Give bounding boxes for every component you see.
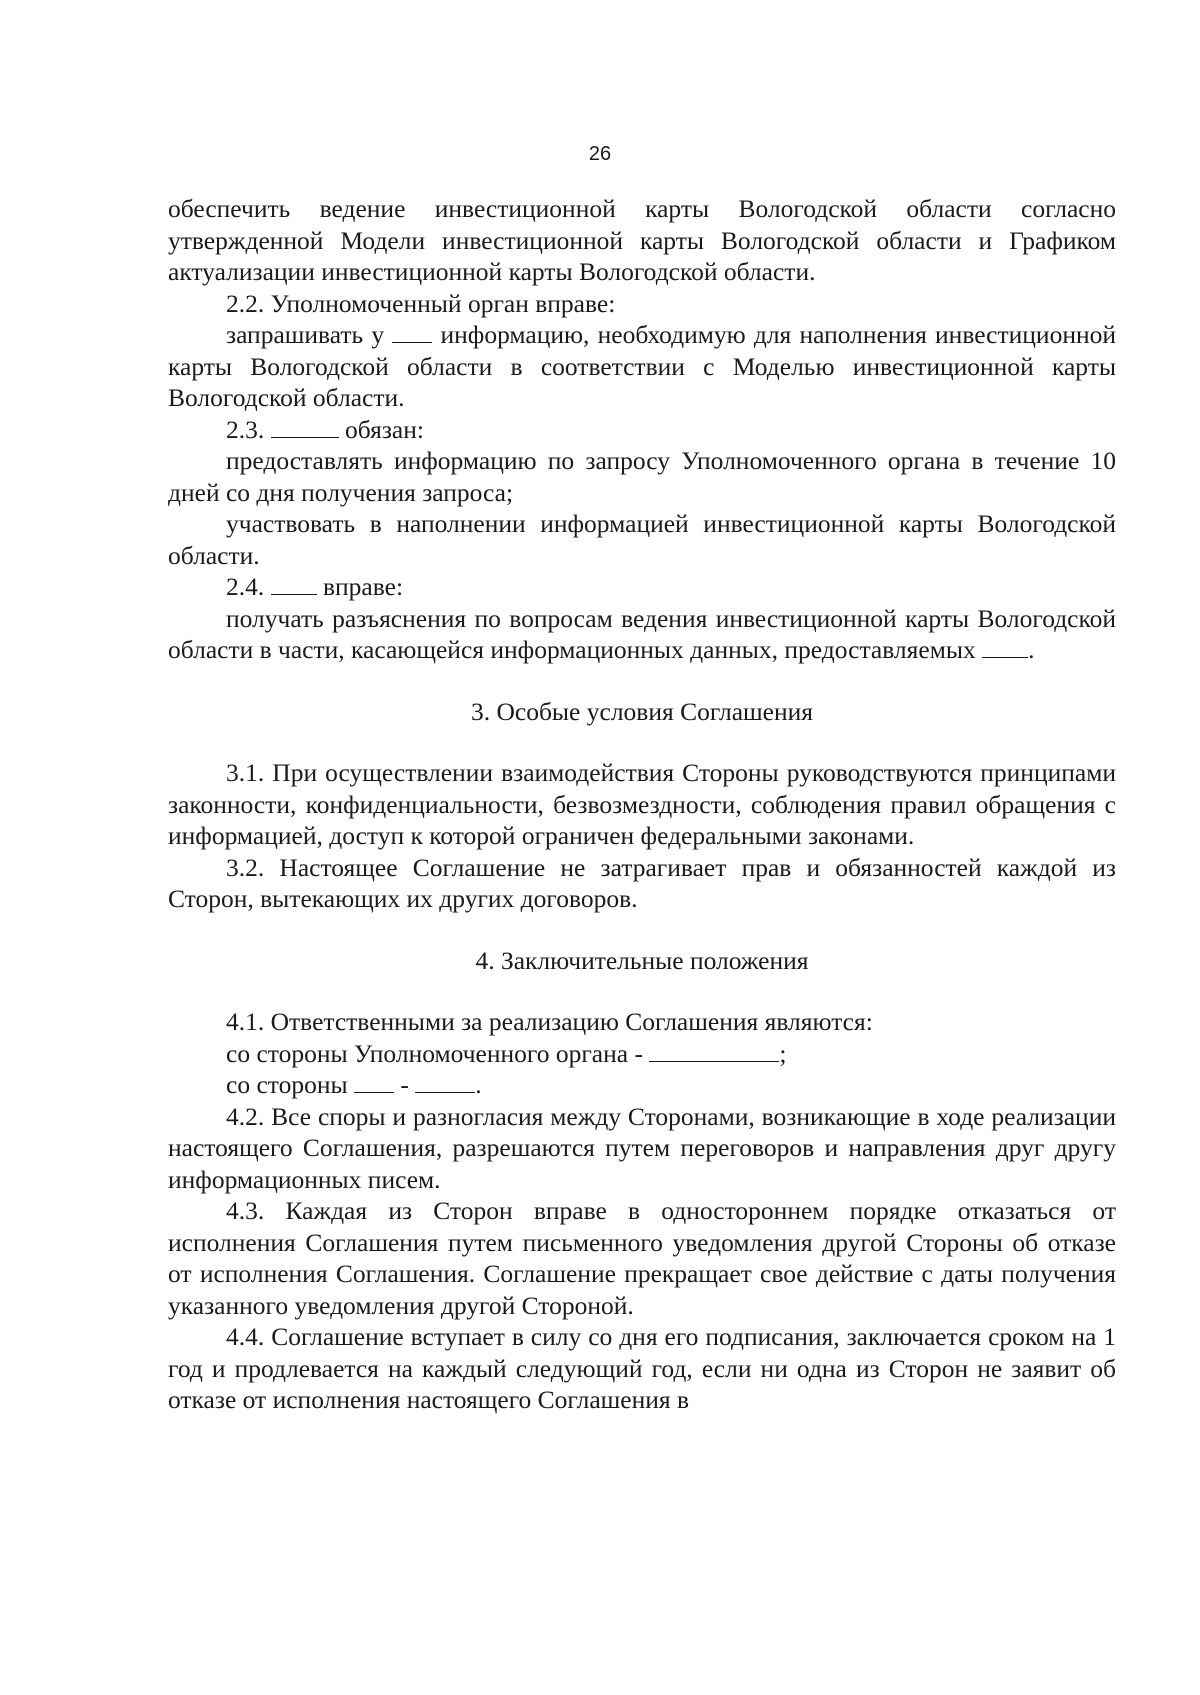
paragraph-2-4-title — [168, 571, 1116, 603]
paragraph-2-4-label: вправе: — [323, 572, 404, 601]
paragraph-2-4-number: 2.4. — [226, 572, 265, 601]
responsible-authorized-body — [168, 1038, 1116, 1070]
paragraph-2-3-title — [168, 414, 1116, 446]
paragraph-2-3-label: обязан: — [345, 414, 424, 444]
document-body — [168, 193, 1116, 1416]
paragraph-3-1: 3.1. При осуществлении взаимодействия Стороны руководствуются принципами законности, конфиденциальности, безвозмездности, соблюдения правил обращения с информацией, доступ к которой ограничен федеральными законами. — [168, 758, 1116, 850]
paragraph-2-3-number: 2.3. — [226, 414, 265, 444]
paragraph-4-4: 4.4. Соглашение вступает в силу со дня его подписания, заключается сроком на 1 год и продлевается на каждый следующий год, если ни одна из Сторон не заявит об отказе от исполнения настоящего Соглашения в — [168, 1322, 1116, 1414]
responsible-2-dash: - — [400, 1070, 409, 1099]
paragraph-2-1-continuation: обеспечить ведение инвестиционной карты Вологодской области согласно утвержденной Модели инвестиционной карты Вологодской области и Графиком актуализации инвестиционной карты Вологодской области. — [168, 194, 1116, 286]
blank-field — [271, 572, 317, 595]
responsible-1-label: со стороны Уполномоченного органа - — [226, 1038, 643, 1068]
paragraph-2-4-text-a: получать разъяснения по вопросам ведения инвестиционной карты Вологодской области в части, касающейся информационных данных, предоставляемых — [168, 603, 1116, 664]
paragraph-2-2-text — [168, 319, 1116, 414]
paragraph-4-3: 4.3. Каждая из Сторон вправе в одностороннем порядке отказаться от исполнения Соглашения путем письменного уведомления другой Стороны об отказе от исполнения Соглашения. Соглашение прекращает свое действие с даты получения указанного уведомления другой Стороной. — [168, 1196, 1116, 1320]
paragraph-4-1: 4.1. Ответственными за реализацию Соглашения являются: — [226, 1007, 873, 1036]
paragraph-2-2-title: 2.2. Уполномоченный орган вправе: — [226, 288, 616, 318]
blank-field — [982, 635, 1028, 658]
responsible-2-end: . — [475, 1070, 482, 1099]
blank-field — [649, 1039, 779, 1062]
paragraph-2-3-item-1: предоставлять информацию по запросу Уполномоченного органа в течение 10 дней со дня получения запроса; — [168, 446, 1116, 507]
paragraph-3-2: 3.2. Настоящее Соглашение не затрагивает прав и обязанностей каждой из Сторон, вытекающих их других договоров. — [168, 852, 1116, 913]
section-3-heading: 3. Особые условия Соглашения — [470, 696, 814, 726]
responsible-other-party — [168, 1069, 1116, 1101]
blank-field — [415, 1070, 475, 1093]
section-4-heading: 4. Заключительные положения — [475, 945, 809, 975]
paragraph-2-3-item-2: участвовать в наполнении информацией инвестиционной карты Вологодской области. — [168, 509, 1116, 570]
blank-field — [354, 1070, 394, 1093]
responsible-1-end: ; — [779, 1038, 787, 1068]
responsible-2-label: со стороны — [226, 1070, 348, 1099]
blank-field — [392, 320, 432, 343]
paragraph-2-2-text-a: запрашивать у — [226, 320, 385, 349]
paragraph-4-2: 4.2. Все споры и разногласия между Сторонами, возникающие в ходе реализации настоящего Соглашения, разрешаются путем переговоров и направления друг другу информационных писем. — [168, 1101, 1116, 1194]
paragraph-2-2-text-b: информацию, необходимую для наполнения инвестиционной карты Вологодской области в соответствии с Моделью инвестиционной карты Вологодской области. — [168, 320, 1117, 412]
blank-field — [271, 415, 339, 438]
paragraph-2-4-text — [168, 603, 1116, 666]
paragraph-2-4-text-b: . — [1028, 635, 1035, 664]
page-number: 26 — [588, 143, 612, 165]
